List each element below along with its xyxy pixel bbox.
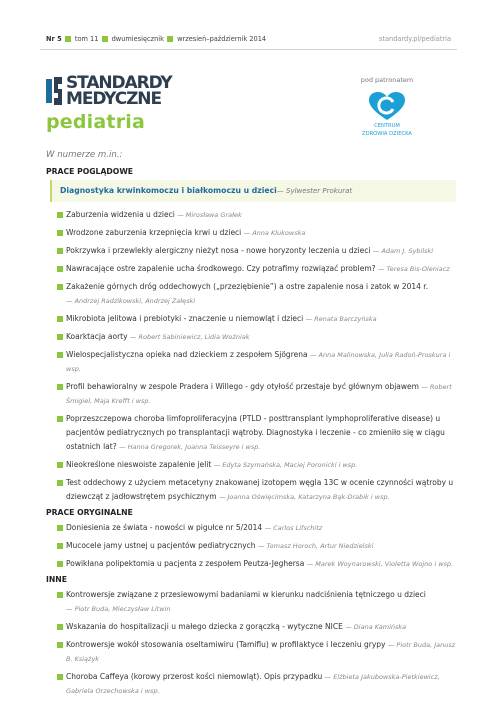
article-item[interactable] xyxy=(57,620,456,634)
article-title[interactable]: Zaburzenia widzenia u dzieci xyxy=(66,210,175,219)
article-authors: — Teresa Bis-Oleniacz xyxy=(378,265,450,273)
article-title[interactable]: Nawracające ostre zapalenie ucha środkowego. Czy potrafimy rozwiązać problem? xyxy=(66,264,376,273)
article-authors: — Piotr Buda, Mieczysław Litwin xyxy=(66,605,171,613)
article-title[interactable]: Zakażenie górnych dróg oddechowych („przeziębienie”) a ostre zapalenie nosa i zatok w 2014 r. xyxy=(66,282,429,291)
article-title[interactable]: Doniesienia ze świata - nowości w pigułce nr 5/2014 xyxy=(66,523,263,532)
article-title[interactable]: Poprzeszczepowa choroba limfoproliferacyjna (PTLD - posttransplant lymphoproliferative disease) u pacjentów pediatrycznych po transplantacji wątroby. Diagnostyka i leczenie - co zmieniło się w ciągu ostatnich lat? xyxy=(66,414,445,451)
article-item[interactable] xyxy=(57,521,456,535)
patron-name-line-1: CENTRUM xyxy=(374,123,400,129)
article-authors: — Andrzej Radzikowski, Andrzej Załęski xyxy=(66,297,196,305)
article-authors: — Carlos Lifschitz xyxy=(264,524,323,532)
article-item[interactable] xyxy=(57,638,456,666)
brand-line-1: STANDARDY xyxy=(66,73,172,93)
article-authors: — Renata Barczyńska xyxy=(305,315,377,323)
section-heading: INNE xyxy=(46,575,67,584)
patronage-label: pod patronatem xyxy=(360,76,414,84)
article-item[interactable] xyxy=(57,280,456,308)
brand-line-2: MEDYCZNE xyxy=(66,89,161,109)
site-link[interactable]: standardy.pl/pediatria xyxy=(378,35,451,43)
article-title[interactable]: Test oddechowy z użyciem metacetyny znakowanej izotopem węgla 13C w ocenie czynności wątroby u dziewcząt z jadłowstrętem psychicznym xyxy=(66,478,454,501)
article-item[interactable] xyxy=(57,539,456,553)
article-title[interactable]: Mucocele jamy ustnej u pacjentów pediatrycznych xyxy=(66,541,256,550)
article-title[interactable]: Mikrobiota jelitowa i prebiotyki - znaczenie u niemowląt i dzieci xyxy=(66,314,304,323)
article-authors: — Anna Malinowska, Julia Radoń-Proskura i wsp. xyxy=(66,351,451,373)
contents-intro: W numerze m.in.: xyxy=(46,150,123,160)
logo-mark-icon xyxy=(46,75,62,107)
article-authors: — Anna Klukowska xyxy=(243,229,306,237)
article-authors: — Robert Sabiniewicz, Lidia Woźniak xyxy=(129,333,250,341)
section-heading: PRACE POGLĄDOWE xyxy=(46,167,134,176)
section-heading: PRACE ORYGINALNE xyxy=(46,508,133,517)
article-authors: — Diana Kamińska xyxy=(345,623,407,631)
article-item[interactable] xyxy=(57,208,456,222)
article-title[interactable]: Wskazania do hospitalizacji u małego dziecka z gorączką - wytyczne NICE xyxy=(66,622,343,631)
article-item[interactable] xyxy=(57,412,456,454)
brand-logo xyxy=(46,74,206,110)
article-authors: — Sylwester Prokurat xyxy=(276,187,353,195)
article-item[interactable] xyxy=(57,670,456,698)
article-item[interactable] xyxy=(57,348,456,376)
article-title[interactable]: Kontrowersje związane z przesiewowymi badaniami w kierunku nadciśnienia tętniczego u dzieci xyxy=(66,590,426,599)
table-of-contents xyxy=(46,167,456,702)
article-item[interactable] xyxy=(57,330,456,344)
article-authors: — Elżbieta Jakubowska-Pietkiewicz, Gabriela Orzechowska i wsp. xyxy=(66,673,440,695)
article-title[interactable]: Pokrzywka i przewlekły alergiczny nieżyt nosa - nowe horyzonty leczenia u dzieci xyxy=(66,246,371,255)
issue-frequency: dwumiesięcznik xyxy=(111,35,164,43)
article-title[interactable]: Kontrowersje wokół stosowania oseltamiwiru (Tamiflu) w profilaktyce i leczeniu grypy xyxy=(66,640,386,649)
article-authors: — Piotr Buda, Janusz B. Książyk xyxy=(66,641,456,663)
article-title[interactable]: Powikłana polipektomia u pacjenta z zespołem Peutza-Jeghersa xyxy=(66,559,305,568)
article-item[interactable] xyxy=(57,244,456,258)
patronage-block xyxy=(352,76,422,138)
article-item[interactable] xyxy=(57,312,456,326)
article-item[interactable] xyxy=(57,476,456,504)
patron-name-line-2: ZDROWIA DZIECKA xyxy=(362,131,412,137)
article-item[interactable] xyxy=(57,226,456,240)
czd-heart-logo-icon xyxy=(367,92,407,122)
article-title[interactable]: Nieokreślone nieswoiste zapalenie jelit xyxy=(66,460,212,469)
bullet-square-icon xyxy=(102,36,108,42)
article-title[interactable]: Koarktacja aorty xyxy=(66,332,128,341)
article-item[interactable] xyxy=(57,588,456,616)
article-title[interactable]: Choroba Caffeya (korowy przerost kości niemowląt). Opis przypadku xyxy=(66,672,323,681)
issue-number: Nr 5 xyxy=(46,35,62,43)
article-title[interactable]: Profil behawioralny w zespole Pradera i Willego - gdy otyłość przestaje być głównym objawem xyxy=(66,382,419,391)
issue-period: wrzesień–październik 2014 xyxy=(177,35,267,43)
article-item[interactable] xyxy=(57,458,456,472)
article-authors: — Robert Śmigiel, Maja Krefft i wsp. xyxy=(66,383,452,405)
article-authors: — Mirosława Grałek xyxy=(177,211,242,219)
article-authors: — Joanna Oświęcimska, Katarzyna Bąk-Drabik i wsp. xyxy=(218,493,390,501)
article-authors: — Edyta Szymańska, Maciej Poronicki i wsp. xyxy=(213,461,358,469)
featured-article[interactable] xyxy=(50,180,456,202)
article-authors: — Hanna Gregorek, Joanna Teisseyre i wsp. xyxy=(119,443,261,451)
article-title[interactable]: Wielospecjalistyczna opieka nad dzieckiem z zespołem Sjögrena xyxy=(66,350,308,359)
article-title[interactable]: Diagnostyka krwinkomoczu i białkomoczu u dzieci xyxy=(60,186,277,195)
issue-volume: tom 11 xyxy=(74,35,99,43)
journal-name: pediatria xyxy=(46,111,146,133)
bullet-square-icon xyxy=(167,36,173,42)
article-item[interactable] xyxy=(57,380,456,408)
bullet-square-icon xyxy=(65,36,71,42)
article-item[interactable] xyxy=(57,262,456,276)
article-item[interactable] xyxy=(57,557,456,571)
issue-header-bar xyxy=(40,28,457,50)
article-authors: — Marek Woynarowski, Violetta Wojno i wsp. xyxy=(306,560,454,568)
article-authors: — Tomasz Horoch, Artur Niedzielski xyxy=(257,542,374,550)
article-title[interactable]: Wrodzone zaburzenia krzepnięcia krwi u dzieci xyxy=(66,228,242,237)
issue-meta xyxy=(46,35,266,43)
article-authors: — Adam J. Sybilski xyxy=(372,247,434,255)
